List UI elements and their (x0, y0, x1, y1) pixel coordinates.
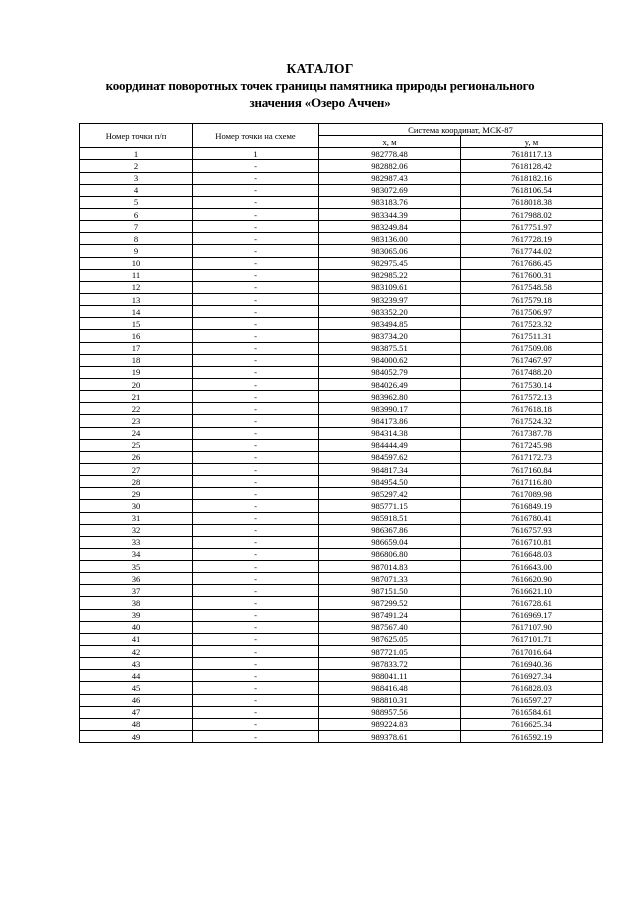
cell-point-no: 41 (80, 633, 193, 645)
table-row (80, 257, 603, 269)
cell-y: 7617116.80 (461, 476, 603, 488)
cell-x: 983239.97 (319, 293, 461, 305)
table-body (80, 148, 603, 743)
cell-x: 984954.50 (319, 476, 461, 488)
cell-point-no: 35 (80, 561, 193, 573)
cell-y: 7616621.10 (461, 585, 603, 597)
cell-scheme-no: - (193, 233, 319, 245)
cell-x: 983990.17 (319, 403, 461, 415)
cell-scheme-no: - (193, 463, 319, 475)
header-y: y, м (461, 136, 603, 148)
table-row (80, 318, 603, 330)
cell-scheme-no: - (193, 548, 319, 560)
cell-scheme-no: - (193, 245, 319, 257)
table-row (80, 269, 603, 281)
cell-point-no: 13 (80, 293, 193, 305)
cell-scheme-no: - (193, 403, 319, 415)
cell-point-no: 2 (80, 160, 193, 172)
table-row (80, 403, 603, 415)
cell-point-no: 32 (80, 524, 193, 536)
cell-y: 7617172.73 (461, 451, 603, 463)
table-row (80, 378, 603, 390)
cell-y: 7616728.61 (461, 597, 603, 609)
cell-x: 984444.49 (319, 439, 461, 451)
cell-y: 7617467.97 (461, 354, 603, 366)
cell-point-no: 10 (80, 257, 193, 269)
table-row (80, 633, 603, 645)
cell-y: 7617509.08 (461, 342, 603, 354)
cell-point-no: 14 (80, 306, 193, 318)
table-row (80, 573, 603, 585)
cell-y: 7617160.84 (461, 463, 603, 475)
cell-y: 7618182.16 (461, 172, 603, 184)
cell-x: 983072.69 (319, 184, 461, 196)
cell-point-no: 23 (80, 415, 193, 427)
cell-x: 987625.05 (319, 633, 461, 645)
table-row (80, 221, 603, 233)
cell-x: 988810.31 (319, 694, 461, 706)
cell-scheme-no: - (193, 257, 319, 269)
cell-point-no: 26 (80, 451, 193, 463)
cell-x: 983344.39 (319, 208, 461, 220)
cell-x: 987567.40 (319, 621, 461, 633)
cell-point-no: 47 (80, 706, 193, 718)
cell-scheme-no: - (193, 718, 319, 730)
cell-point-no: 34 (80, 548, 193, 560)
cell-scheme-no: - (193, 670, 319, 682)
cell-point-no: 21 (80, 391, 193, 403)
cell-y: 7616757.93 (461, 524, 603, 536)
cell-point-no: 40 (80, 621, 193, 633)
cell-y: 7616927.34 (461, 670, 603, 682)
cell-scheme-no: - (193, 488, 319, 500)
table-row (80, 293, 603, 305)
cell-scheme-no: - (193, 342, 319, 354)
table-row (80, 694, 603, 706)
table-row (80, 439, 603, 451)
cell-x: 983734.20 (319, 330, 461, 342)
cell-y: 7617506.97 (461, 306, 603, 318)
cell-scheme-no: - (193, 658, 319, 670)
cell-point-no: 18 (80, 354, 193, 366)
cell-y: 7616940.36 (461, 658, 603, 670)
cell-x: 983136.00 (319, 233, 461, 245)
cell-point-no: 44 (80, 670, 193, 682)
cell-scheme-no: - (193, 573, 319, 585)
cell-y: 7617107.90 (461, 621, 603, 633)
cell-scheme-no: - (193, 500, 319, 512)
cell-scheme-no: - (193, 172, 319, 184)
cell-y: 7617511.31 (461, 330, 603, 342)
table-row (80, 548, 603, 560)
cell-point-no: 16 (80, 330, 193, 342)
cell-scheme-no: - (193, 196, 319, 208)
cell-scheme-no: - (193, 391, 319, 403)
header-coordinate-system: Система координат, МСК-87 (319, 124, 603, 136)
cell-x: 984314.38 (319, 427, 461, 439)
cell-x: 983183.76 (319, 196, 461, 208)
table-row (80, 196, 603, 208)
table-row (80, 561, 603, 573)
cell-point-no: 5 (80, 196, 193, 208)
cell-y: 7616710.81 (461, 536, 603, 548)
title-line-3: значения «Озеро Аччен» (249, 95, 391, 110)
cell-y: 7617600.31 (461, 269, 603, 281)
cell-point-no: 45 (80, 682, 193, 694)
table-row (80, 585, 603, 597)
table-row (80, 536, 603, 548)
cell-x: 983249.84 (319, 221, 461, 233)
cell-y: 7617488.20 (461, 366, 603, 378)
cell-x: 983875.51 (319, 342, 461, 354)
cell-scheme-no: - (193, 536, 319, 548)
cell-y: 7617751.97 (461, 221, 603, 233)
cell-point-no: 7 (80, 221, 193, 233)
cell-y: 7616780.41 (461, 512, 603, 524)
cell-scheme-no: - (193, 476, 319, 488)
cell-y: 7616969.17 (461, 609, 603, 621)
cell-scheme-no: 1 (193, 148, 319, 160)
cell-x: 986806.80 (319, 548, 461, 560)
coordinates-table (79, 123, 603, 743)
cell-x: 987014.83 (319, 561, 461, 573)
cell-y: 7616849.19 (461, 500, 603, 512)
cell-x: 988416.48 (319, 682, 461, 694)
cell-y: 7616584.61 (461, 706, 603, 718)
table-row (80, 476, 603, 488)
cell-x: 984000.62 (319, 354, 461, 366)
cell-y: 7616828.03 (461, 682, 603, 694)
table-row (80, 148, 603, 160)
cell-y: 7618106.54 (461, 184, 603, 196)
cell-scheme-no: - (193, 512, 319, 524)
cell-y: 7616597.27 (461, 694, 603, 706)
table-row (80, 306, 603, 318)
cell-y: 7617245.98 (461, 439, 603, 451)
header-row-1 (80, 124, 603, 136)
cell-x: 989378.61 (319, 731, 461, 743)
cell-point-no: 29 (80, 488, 193, 500)
cell-point-no: 48 (80, 718, 193, 730)
table-row (80, 682, 603, 694)
table-row (80, 609, 603, 621)
cell-scheme-no: - (193, 306, 319, 318)
cell-x: 982882.06 (319, 160, 461, 172)
cell-scheme-no: - (193, 609, 319, 621)
cell-x: 984173.86 (319, 415, 461, 427)
title-line-2: координат поворотных точек границы памятника природы регионального (105, 78, 535, 93)
table-row (80, 172, 603, 184)
cell-scheme-no: - (193, 269, 319, 281)
cell-x: 983962.80 (319, 391, 461, 403)
table-row (80, 621, 603, 633)
cell-x: 983065.06 (319, 245, 461, 257)
cell-point-no: 38 (80, 597, 193, 609)
cell-y: 7617548.58 (461, 281, 603, 293)
table-row (80, 646, 603, 658)
cell-scheme-no: - (193, 646, 319, 658)
document-title (0, 60, 640, 111)
cell-y: 7617618.18 (461, 403, 603, 415)
cell-scheme-no: - (193, 621, 319, 633)
cell-x: 982985.22 (319, 269, 461, 281)
table-row (80, 208, 603, 220)
cell-scheme-no: - (193, 366, 319, 378)
cell-point-no: 1 (80, 148, 193, 160)
cell-scheme-no: - (193, 682, 319, 694)
table-row (80, 184, 603, 196)
cell-y: 7617728.19 (461, 233, 603, 245)
cell-point-no: 33 (80, 536, 193, 548)
table-row (80, 718, 603, 730)
cell-x: 984817.34 (319, 463, 461, 475)
cell-scheme-no: - (193, 330, 319, 342)
header-point-no: Номер точки п/п (80, 124, 193, 148)
cell-scheme-no: - (193, 597, 319, 609)
cell-x: 988957.56 (319, 706, 461, 718)
cell-scheme-no: - (193, 706, 319, 718)
cell-point-no: 11 (80, 269, 193, 281)
cell-x: 987071.33 (319, 573, 461, 585)
cell-y: 7616643.00 (461, 561, 603, 573)
cell-x: 984597.62 (319, 451, 461, 463)
cell-point-no: 9 (80, 245, 193, 257)
cell-point-no: 36 (80, 573, 193, 585)
cell-point-no: 17 (80, 342, 193, 354)
table-row (80, 160, 603, 172)
cell-scheme-no: - (193, 694, 319, 706)
cell-y: 7616625.34 (461, 718, 603, 730)
cell-x: 987151.50 (319, 585, 461, 597)
cell-scheme-no: - (193, 585, 319, 597)
cell-point-no: 37 (80, 585, 193, 597)
table-row (80, 233, 603, 245)
cell-point-no: 8 (80, 233, 193, 245)
table-row (80, 524, 603, 536)
cell-scheme-no: - (193, 318, 319, 330)
cell-x: 984026.49 (319, 378, 461, 390)
cell-x: 983352.20 (319, 306, 461, 318)
cell-x: 983109.61 (319, 281, 461, 293)
cell-point-no: 3 (80, 172, 193, 184)
cell-point-no: 4 (80, 184, 193, 196)
cell-point-no: 39 (80, 609, 193, 621)
cell-x: 987299.52 (319, 597, 461, 609)
cell-y: 7617988.02 (461, 208, 603, 220)
cell-x: 987491.24 (319, 609, 461, 621)
table-row (80, 512, 603, 524)
cell-point-no: 19 (80, 366, 193, 378)
cell-point-no: 28 (80, 476, 193, 488)
cell-scheme-no: - (193, 524, 319, 536)
cell-y: 7616620.90 (461, 573, 603, 585)
table-row (80, 427, 603, 439)
cell-y: 7617530.14 (461, 378, 603, 390)
cell-point-no: 15 (80, 318, 193, 330)
cell-point-no: 46 (80, 694, 193, 706)
table-row (80, 415, 603, 427)
cell-x: 982975.45 (319, 257, 461, 269)
cell-scheme-no: - (193, 208, 319, 220)
cell-y: 7616648.03 (461, 548, 603, 560)
cell-y: 7617523.32 (461, 318, 603, 330)
cell-x: 985771.15 (319, 500, 461, 512)
table-row (80, 330, 603, 342)
cell-point-no: 24 (80, 427, 193, 439)
table-row (80, 706, 603, 718)
cell-x: 986367.86 (319, 524, 461, 536)
cell-scheme-no: - (193, 281, 319, 293)
cell-x: 986659.04 (319, 536, 461, 548)
cell-y: 7617101.71 (461, 633, 603, 645)
cell-x: 985918.51 (319, 512, 461, 524)
cell-y: 7617387.78 (461, 427, 603, 439)
cell-scheme-no: - (193, 221, 319, 233)
cell-scheme-no: - (193, 160, 319, 172)
cell-scheme-no: - (193, 427, 319, 439)
cell-point-no: 27 (80, 463, 193, 475)
cell-point-no: 42 (80, 646, 193, 658)
cell-y: 7616592.19 (461, 731, 603, 743)
table-row (80, 391, 603, 403)
table-row (80, 366, 603, 378)
cell-x: 982987.43 (319, 172, 461, 184)
cell-point-no: 22 (80, 403, 193, 415)
header-scheme-no: Номер точки на схеме (193, 124, 319, 148)
table-row (80, 500, 603, 512)
cell-x: 988041.11 (319, 670, 461, 682)
cell-point-no: 30 (80, 500, 193, 512)
title-line-1: КАТАЛОГ (286, 61, 354, 76)
cell-scheme-no: - (193, 378, 319, 390)
cell-y: 7617089.98 (461, 488, 603, 500)
cell-scheme-no: - (193, 415, 319, 427)
cell-y: 7617686.45 (461, 257, 603, 269)
cell-scheme-no: - (193, 439, 319, 451)
cell-y: 7617579.18 (461, 293, 603, 305)
cell-x: 987833.72 (319, 658, 461, 670)
table-row (80, 488, 603, 500)
cell-point-no: 6 (80, 208, 193, 220)
cell-y: 7617016.64 (461, 646, 603, 658)
cell-y: 7617744.02 (461, 245, 603, 257)
table-header (80, 124, 603, 148)
cell-y: 7618018.38 (461, 196, 603, 208)
cell-x: 987721.05 (319, 646, 461, 658)
table-row (80, 463, 603, 475)
table-row (80, 451, 603, 463)
table-row (80, 731, 603, 743)
cell-point-no: 43 (80, 658, 193, 670)
cell-scheme-no: - (193, 731, 319, 743)
cell-point-no: 31 (80, 512, 193, 524)
cell-point-no: 25 (80, 439, 193, 451)
table-row (80, 597, 603, 609)
cell-y: 7618128.42 (461, 160, 603, 172)
header-x: x, м (319, 136, 461, 148)
cell-y: 7617572.13 (461, 391, 603, 403)
table-row (80, 354, 603, 366)
cell-point-no: 12 (80, 281, 193, 293)
cell-x: 985297.42 (319, 488, 461, 500)
cell-scheme-no: - (193, 354, 319, 366)
cell-scheme-no: - (193, 561, 319, 573)
table-row (80, 342, 603, 354)
cell-y: 7617524.32 (461, 415, 603, 427)
cell-scheme-no: - (193, 451, 319, 463)
cell-x: 989224.83 (319, 718, 461, 730)
cell-y: 7618117.13 (461, 148, 603, 160)
table-row (80, 658, 603, 670)
table-row (80, 245, 603, 257)
table-row (80, 670, 603, 682)
cell-x: 982778.48 (319, 148, 461, 160)
cell-x: 983494.85 (319, 318, 461, 330)
cell-scheme-no: - (193, 293, 319, 305)
cell-point-no: 49 (80, 731, 193, 743)
cell-scheme-no: - (193, 633, 319, 645)
cell-scheme-no: - (193, 184, 319, 196)
cell-point-no: 20 (80, 378, 193, 390)
table-row (80, 281, 603, 293)
cell-x: 984052.79 (319, 366, 461, 378)
